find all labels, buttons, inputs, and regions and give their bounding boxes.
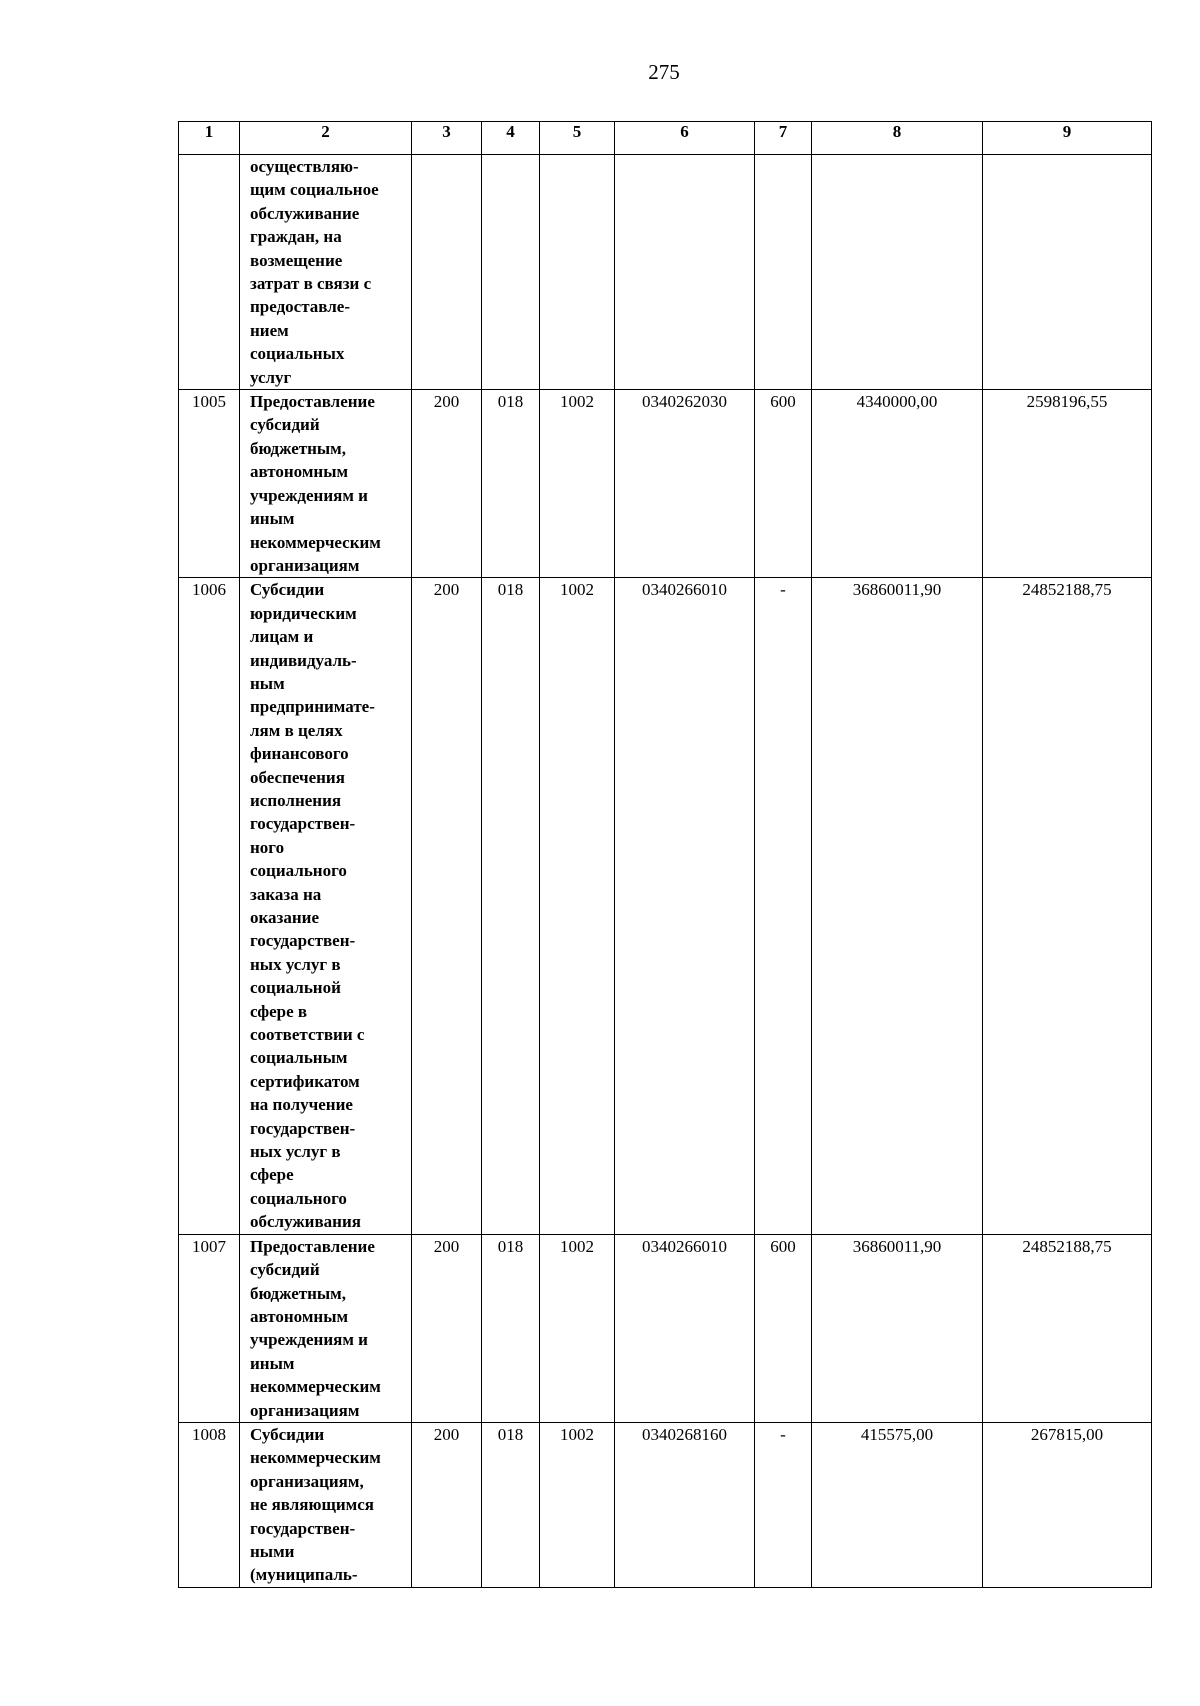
row-name-line: исполнения	[250, 790, 342, 810]
row-name-line: на получение	[250, 1095, 353, 1115]
col6-cell: 0340268160	[615, 1422, 755, 1587]
table-row	[179, 578, 1152, 1234]
col7-cell: -	[755, 1422, 812, 1587]
row-name-line: иным	[250, 1353, 295, 1373]
col4-cell: 018	[482, 390, 540, 578]
row-name-line: предпринимате-	[250, 697, 375, 717]
row-name-line: учреждениям и	[250, 485, 368, 505]
row-code-cell: 1005	[179, 390, 240, 578]
row-name-line: учреждениям и	[250, 1330, 368, 1350]
row-name-line: нием	[250, 320, 289, 340]
table-body	[179, 155, 1152, 1588]
row-name-cell	[240, 390, 412, 578]
row-name-line: некоммерческим	[250, 1448, 381, 1468]
row-name-line: (муниципаль-	[250, 1565, 358, 1585]
row-code-cell: 1006	[179, 578, 240, 1234]
row-name-line: услуг	[250, 367, 292, 387]
col7-cell	[755, 155, 812, 390]
col6-cell	[615, 155, 755, 390]
header-cell: 8	[812, 122, 983, 155]
col9-amount-cell: 2598196,55	[983, 390, 1152, 578]
col5-cell: 1002	[540, 578, 615, 1234]
row-name-line: предоставле-	[250, 297, 350, 317]
row-code-cell: 1007	[179, 1234, 240, 1422]
page-number: 275	[648, 60, 680, 84]
header-cell: 9	[983, 122, 1152, 155]
row-name-line: автономным	[250, 1306, 349, 1326]
col4-cell: 018	[482, 1422, 540, 1587]
col5-cell: 1002	[540, 1422, 615, 1587]
col8-amount-cell	[812, 155, 983, 390]
col9-amount-cell: 24852188,75	[983, 578, 1152, 1234]
header-cell: 3	[412, 122, 482, 155]
row-name-line: сфере в	[250, 1001, 308, 1021]
table-row	[179, 1234, 1152, 1422]
row-name-cell	[240, 155, 412, 390]
row-name-line: бюджетным,	[250, 438, 347, 458]
col3-cell: 200	[412, 390, 482, 578]
row-name-line: иным	[250, 509, 295, 529]
row-name-line: щим социальное	[250, 180, 379, 200]
row-name-line: обслуживание	[250, 203, 360, 223]
row-name-line: осуществляю-	[250, 157, 359, 176]
row-name-line: государствен-	[250, 1118, 356, 1138]
row-name-line: социальных	[250, 344, 345, 364]
col3-cell: 200	[412, 578, 482, 1234]
row-name-line: автономным	[250, 462, 349, 482]
row-name-line: ными	[250, 1541, 295, 1561]
row-name-line: некоммерческим	[250, 532, 381, 552]
row-name-line: ного	[250, 837, 285, 857]
row-name-cell	[240, 1234, 412, 1422]
row-name-line: организациям	[250, 555, 360, 575]
row-name-line: Предоставление	[250, 392, 375, 412]
col8-amount-cell: 415575,00	[812, 1422, 983, 1587]
col5-cell: 1002	[540, 1234, 615, 1422]
col7-cell: 600	[755, 390, 812, 578]
row-name-line: соответствии с	[250, 1025, 365, 1045]
col4-cell: 018	[482, 1234, 540, 1422]
col3-cell: 200	[412, 1234, 482, 1422]
row-name-line: некоммерческим	[250, 1377, 381, 1397]
header-cell: 6	[615, 122, 755, 155]
row-name-line: социальным	[250, 1048, 348, 1068]
row-name-line: государствен-	[250, 1518, 356, 1538]
row-name-line: финансового	[250, 744, 349, 764]
table-row	[179, 1422, 1152, 1587]
row-name-line: индивидуаль-	[250, 650, 357, 670]
row-name-line: государствен-	[250, 814, 356, 834]
col3-cell: 200	[412, 1422, 482, 1587]
col6-cell: 0340262030	[615, 390, 755, 578]
row-name-line: ных услуг в	[250, 1142, 341, 1162]
col5-cell: 1002	[540, 390, 615, 578]
col6-cell: 0340266010	[615, 578, 755, 1234]
row-name-line: Предоставление	[250, 1236, 375, 1256]
table-row	[179, 390, 1152, 578]
row-name-line: ных услуг в	[250, 954, 341, 974]
row-name-cell	[240, 1422, 412, 1587]
table-row	[179, 155, 1152, 390]
col4-cell	[482, 155, 540, 390]
col9-amount-cell: 24852188,75	[983, 1234, 1152, 1422]
col4-cell: 018	[482, 578, 540, 1234]
row-name-line: Субсидии	[250, 1424, 325, 1444]
row-name-line: социального	[250, 861, 347, 881]
col7-cell: 600	[755, 1234, 812, 1422]
row-name-line: лям в целях	[250, 720, 343, 740]
row-name-line: не являющимся	[250, 1495, 374, 1515]
row-name-line: граждан, на	[250, 227, 342, 247]
row-code-cell	[179, 155, 240, 390]
row-name-line: возмещение	[250, 250, 343, 270]
row-name-line: организациям,	[250, 1471, 364, 1491]
header-cell: 2	[240, 122, 412, 155]
col5-cell	[540, 155, 615, 390]
col8-amount-cell: 36860011,90	[812, 578, 983, 1234]
row-name-line: организациям	[250, 1400, 360, 1420]
col7-cell: -	[755, 578, 812, 1234]
row-name-line: социальной	[250, 978, 341, 998]
row-name-line: ным	[250, 673, 285, 693]
row-name-line: государствен-	[250, 931, 356, 951]
row-name-line: субсидий	[250, 415, 320, 435]
col9-amount-cell: 267815,00	[983, 1422, 1152, 1587]
col6-cell: 0340266010	[615, 1234, 755, 1422]
row-name-line: заказа на	[250, 884, 322, 904]
col3-cell	[412, 155, 482, 390]
row-name-line: юридическим	[250, 603, 357, 623]
header-cell: 4	[482, 122, 540, 155]
col8-amount-cell: 36860011,90	[812, 1234, 983, 1422]
row-name-line: сертификатом	[250, 1071, 360, 1091]
row-name-line: Субсидии	[250, 580, 325, 600]
row-name-line: обслуживания	[250, 1212, 361, 1232]
header-cell: 5	[540, 122, 615, 155]
header-row	[179, 122, 1152, 155]
budget-table	[178, 121, 1152, 1588]
row-name-line: обеспечения	[250, 767, 345, 787]
row-name-line: социального	[250, 1188, 347, 1208]
row-code-cell: 1008	[179, 1422, 240, 1587]
row-name-line: бюджетным,	[250, 1283, 347, 1303]
header-cell: 7	[755, 122, 812, 155]
header-cell: 1	[179, 122, 240, 155]
col9-amount-cell	[983, 155, 1152, 390]
row-name-line: оказание	[250, 908, 320, 927]
row-name-line: сфере	[250, 1165, 294, 1185]
row-name-cell	[240, 578, 412, 1234]
row-name-line: затрат в связи с	[250, 274, 372, 294]
row-name-line: субсидий	[250, 1260, 320, 1280]
col8-amount-cell: 4340000,00	[812, 390, 983, 578]
row-name-line: лицам и	[250, 627, 314, 647]
